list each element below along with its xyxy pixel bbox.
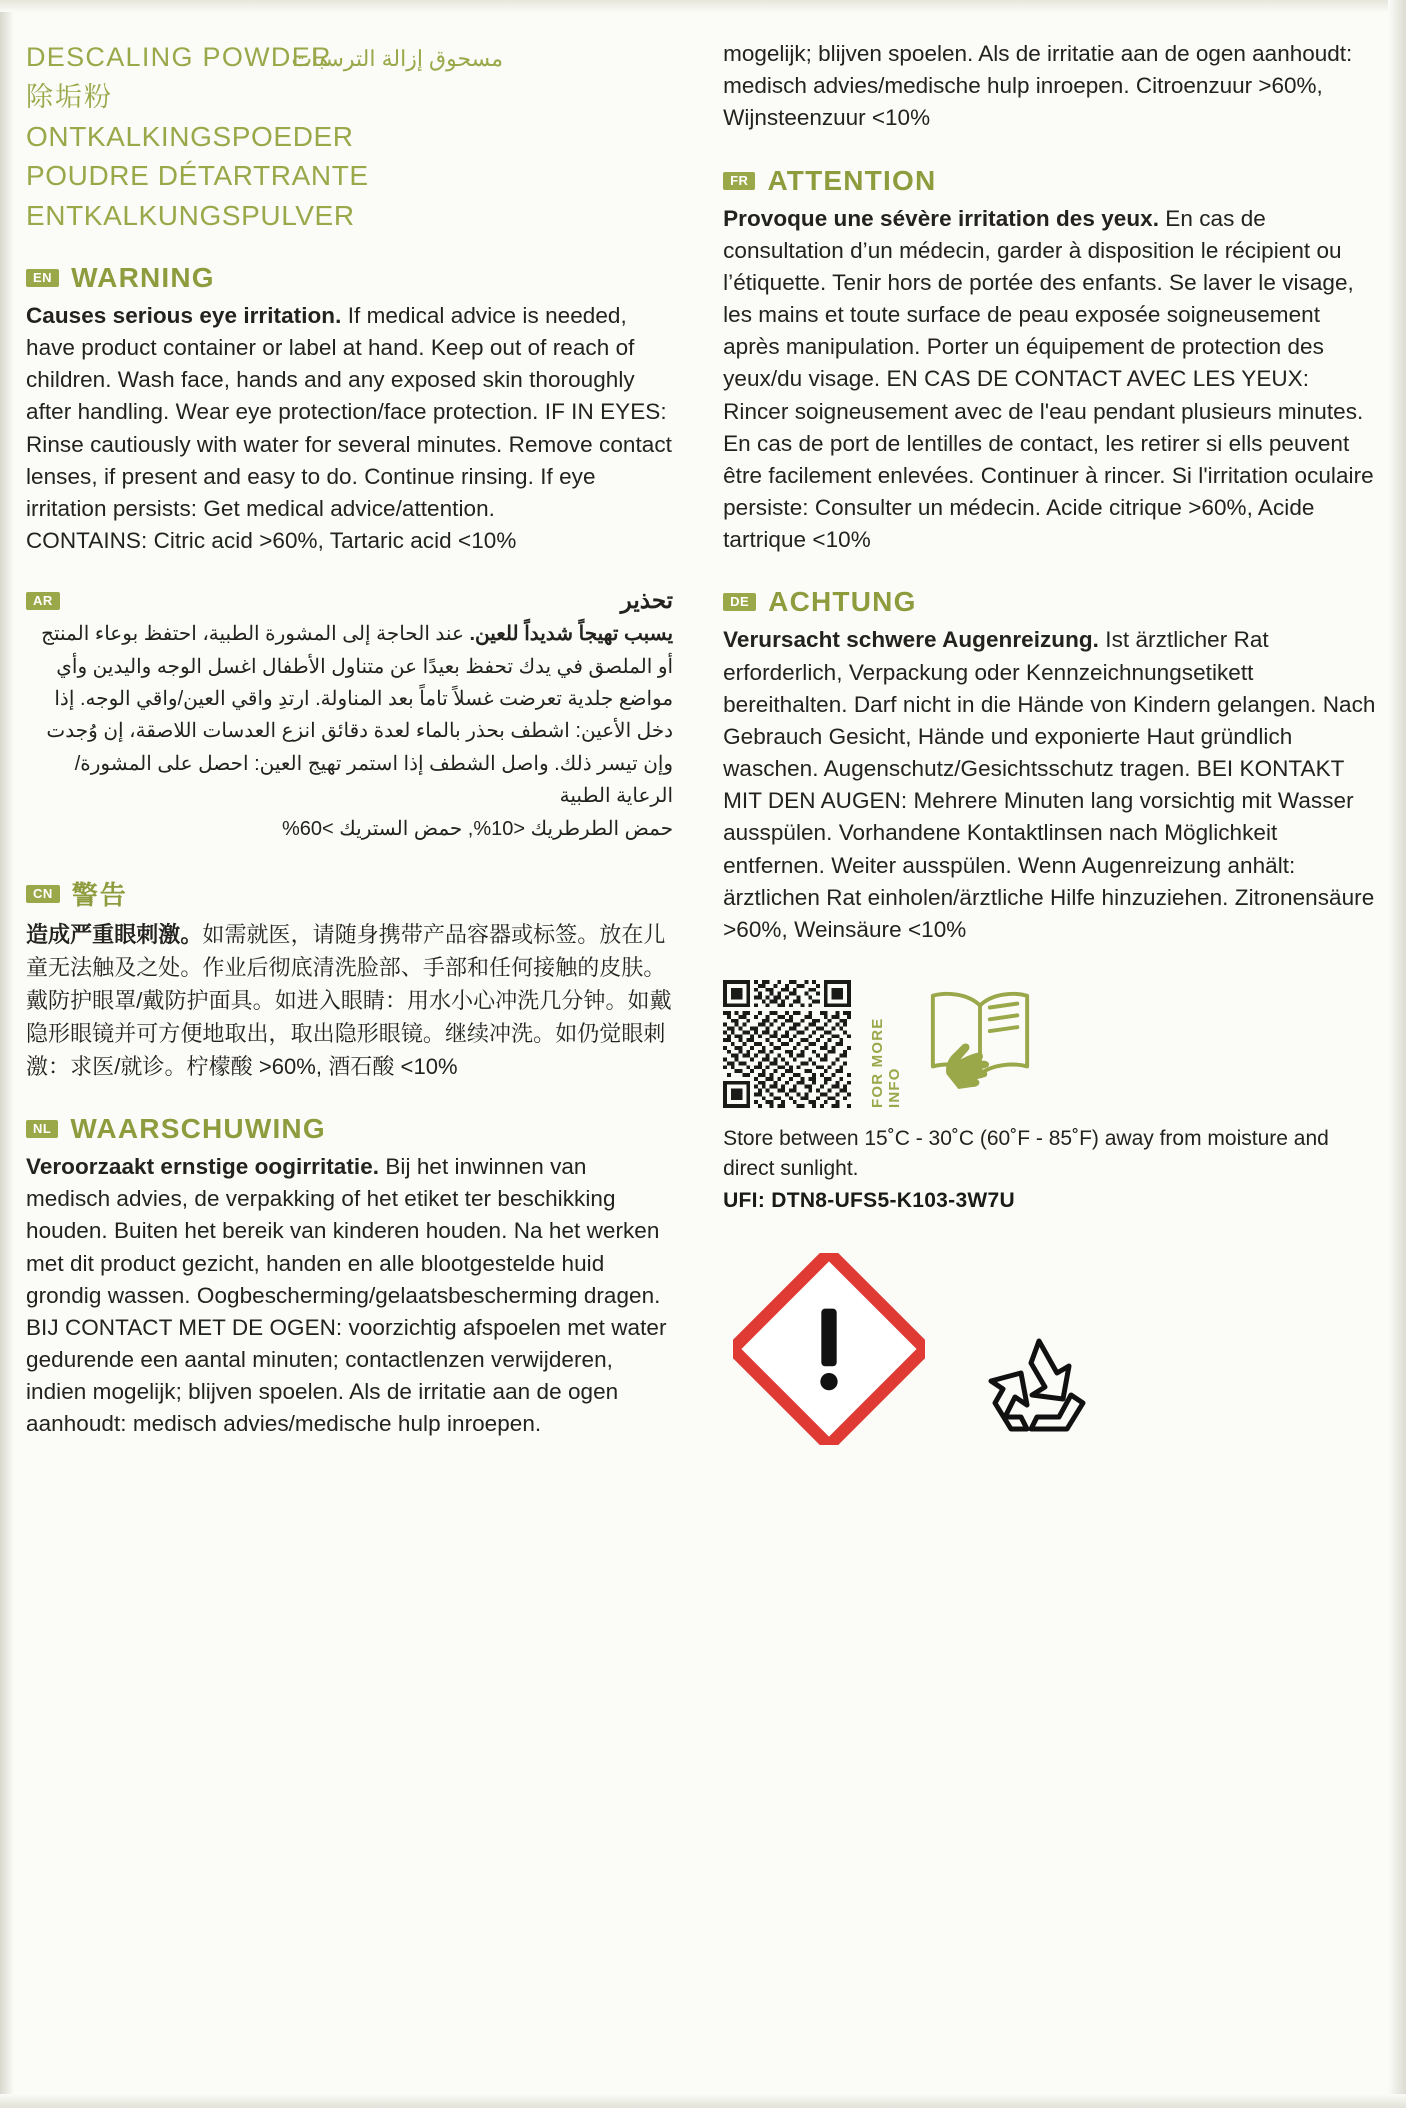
section-fr xyxy=(723,165,1380,557)
lang-badge-en: EN xyxy=(26,269,59,287)
right-column xyxy=(713,26,1380,2090)
section-de-header xyxy=(723,586,1380,618)
section-en-lead: Causes serious eye irritation. xyxy=(26,302,342,328)
section-en xyxy=(26,262,673,557)
product-title-block xyxy=(26,38,673,236)
lang-badge-nl: NL xyxy=(26,1120,58,1138)
section-ar-body xyxy=(26,618,673,812)
section-de-lead: Verursacht schwere Augenreizung. xyxy=(723,627,1099,653)
section-nl-text: Bij het inwinnen van medisch advies, de verpakking of het etiket ter beschikking houden. Buiten het bereik van kinderen houden. Na het werken met dit product gezicht, handen en alle blootgestelde huid grondig wassen. Oogbescherming/gelaatsbescherming dragen. BIJ CONTACT MET DE OGEN: voorzichtig afspoelen met water gedurende een aantal minuten; contactlenzen verwijderen, indien mogelijk; blijven spoelen. Als de irritatie aan de ogen aanhoudt: medisch advies/medische hulp inroepen. xyxy=(26,1154,667,1437)
section-fr-contains: Acide citrique >60%, Acide tartrique <10% xyxy=(723,495,1315,553)
qr-code-icon[interactable] xyxy=(723,980,851,1108)
ufi-code: UFI: DTN8-UFS5-K103-3W7U xyxy=(723,1188,1015,1212)
section-fr-text: En cas de consultation d’un médecin, garder à disposition le récipient ou l’étiquette. Tenir hors de portée des enfants. Se laver le visage, les mains et toute surface de peau exposée soigneusement après manipulation. Porter un équipement de protection des yeux/du visage. EN CAS DE CONTACT AVEC LES YEUX: Rincer soigneusement avec de l'eau pendant plusieurs minutes. En cas de port de lentilles de contact, les retirer si ells peuvent être facilement enlevées. Continuer à rincer. Si l'irritation oculaire persiste: Consulter un médecin. xyxy=(723,205,1374,521)
product-title-nl: ONTKALKINGSPOEDER xyxy=(26,120,354,152)
section-en-contains: CONTAINS: Citric acid >60%, Tartaric acid <10% xyxy=(26,528,517,554)
lang-badge-ar: AR xyxy=(26,592,60,610)
more-info-row xyxy=(723,980,1380,1108)
section-ar xyxy=(26,587,673,845)
section-cn-header xyxy=(26,875,673,912)
lang-badge-fr: FR xyxy=(723,172,755,190)
section-de xyxy=(723,586,1380,946)
section-nl xyxy=(26,1113,673,1441)
section-en-text: If medical advice is needed, have product container or label at hand. Keep out of reach of children. Wash face, hands and any exposed skin thoroughly after handling. Wear eye protection/face protection. IF IN EYES: Rinse cautiously with water for several minutes. Remove contact lenses, if present and easy to do. Continue rinsing. If eye irritation persists: Get medical advice/attention. xyxy=(26,302,672,521)
section-fr-header xyxy=(723,165,1380,197)
section-cn-lead: 造成严重眼刺激。 xyxy=(26,922,203,948)
pictogram-row xyxy=(723,1253,1380,1445)
section-cn xyxy=(26,875,673,1083)
ghs-exclamation-mark-pictogram xyxy=(733,1253,925,1445)
section-fr-title: ATTENTION xyxy=(767,164,937,196)
section-ar-header xyxy=(26,587,673,614)
product-title-ar: مسحوق إزالة الترسبات xyxy=(291,46,504,72)
section-nl-lead: Veroorzaakt ernstige oogirritatie. xyxy=(26,1154,380,1180)
section-cn-title: 警告 xyxy=(71,880,128,911)
section-ar-text: عند الحاجة إلى المشورة الطبية، احتفظ بوعاء المنتج أو الملصق في يدك تحفظ بعيدًا عن متناول الأطفال اغسل الوجه واليدين وأي مواضع جلدية تعرضت غسلاً تاماً بعد المناولة. ارتدِ واقي العين/واقي الوجه. إذا دخل الأعين: اشطف بحذر بالماء لعدة دقائق انزع العدسات اللاصقة، إن وُجدت وإن تيسر ذلك. واصل الشطف إذا استمر تهيج العين: احصل على المشورة/الرعاية الطبية xyxy=(41,623,674,808)
section-en-body xyxy=(26,300,673,525)
section-cn-body xyxy=(26,918,673,1083)
lang-badge-cn: CN xyxy=(26,885,60,903)
section-ar-title: تحذير xyxy=(620,587,674,614)
section-nl-title: WAARSCHUWING xyxy=(70,1113,326,1145)
section-fr-body xyxy=(723,203,1380,557)
section-ar-lead: يسبب تهيجاً شديداً للعين. xyxy=(469,623,674,646)
section-cn-contains: 柠檬酸 >60%, 酒石酸 <10% xyxy=(186,1054,458,1080)
product-title-de: ENTKALKUNGSPULVER xyxy=(26,200,355,232)
lang-badge-de: DE xyxy=(723,593,756,611)
product-title-en: DESCALING POWDER xyxy=(26,42,332,72)
section-ar-contains: حمض الطرطريك <10%, حمض الستريك >60% xyxy=(282,817,674,840)
instruction-booklet-icon xyxy=(921,980,1039,1090)
product-title-fr: POUDRE DÉTARTRANTE xyxy=(26,160,369,192)
section-en-header xyxy=(26,262,673,294)
left-column xyxy=(26,26,713,2090)
section-nl-body xyxy=(26,1151,673,1441)
section-nl-continuation: mogelijk; blijven spoelen. Als de irritatie aan de ogen aanhoudt: medisch advies/medische hulp inroepen. Citroenzuur >60%, Wijnsteenzuur <10% xyxy=(723,41,1353,131)
recycling-icon xyxy=(975,1325,1103,1437)
section-de-body xyxy=(723,624,1380,946)
section-de-contains: Zitronensäure >60%, Weinsäure <10% xyxy=(723,884,1375,942)
section-de-title: ACHTUNG xyxy=(768,586,917,618)
section-fr-lead: Provoque une sévère irritation des yeux. xyxy=(723,205,1159,231)
section-nl-header xyxy=(26,1113,673,1145)
storage-instructions: Store between 15˚C - 30˚C (60˚F - 85˚F) away from moisture and direct sunlight. xyxy=(723,1127,1329,1180)
section-en-title: WARNING xyxy=(71,261,215,293)
product-title-cn: 除垢粉 xyxy=(26,82,113,113)
section-de-text: Ist ärztlicher Rat erforderlich, Verpackung oder Kennzeichnungsetikett bereithalten. Darf nicht in die Hände von Kindern gelangen. Nach Gebrauch Gesicht, Hände und exponierte Haut gründlich waschen. Augenschutz/Gesichtsschutz tragen. BEI KONTAKT MIT DEN AUGEN: Mehrere Minuten lang vorsichtig mit Wasser ausspülen. Vorhandene Kontaktlinsen nach Möglichkeit entfernen. Weiter ausspülen. Wenn Augenreizung anhält: ärztlichen Rat einholen/ärztliche Hilfe hinzuziehen. xyxy=(723,627,1376,910)
section-cn-text: 如需就医，请随身携带产品容器或标签。放在儿童无法触及之处。作业后彻底清洗脸部、手部和任何接触的皮肤。戴防护眼罩/戴防护面具。如进入眼睛：用水小心冲洗几分钟。如戴隐形眼镜并可方便地取出，取出隐形眼镜。继续冲洗。如仍觉眼刺激：求医/就诊。 xyxy=(26,922,672,1080)
more-info-label: FOR MORE INFO xyxy=(869,1017,904,1109)
